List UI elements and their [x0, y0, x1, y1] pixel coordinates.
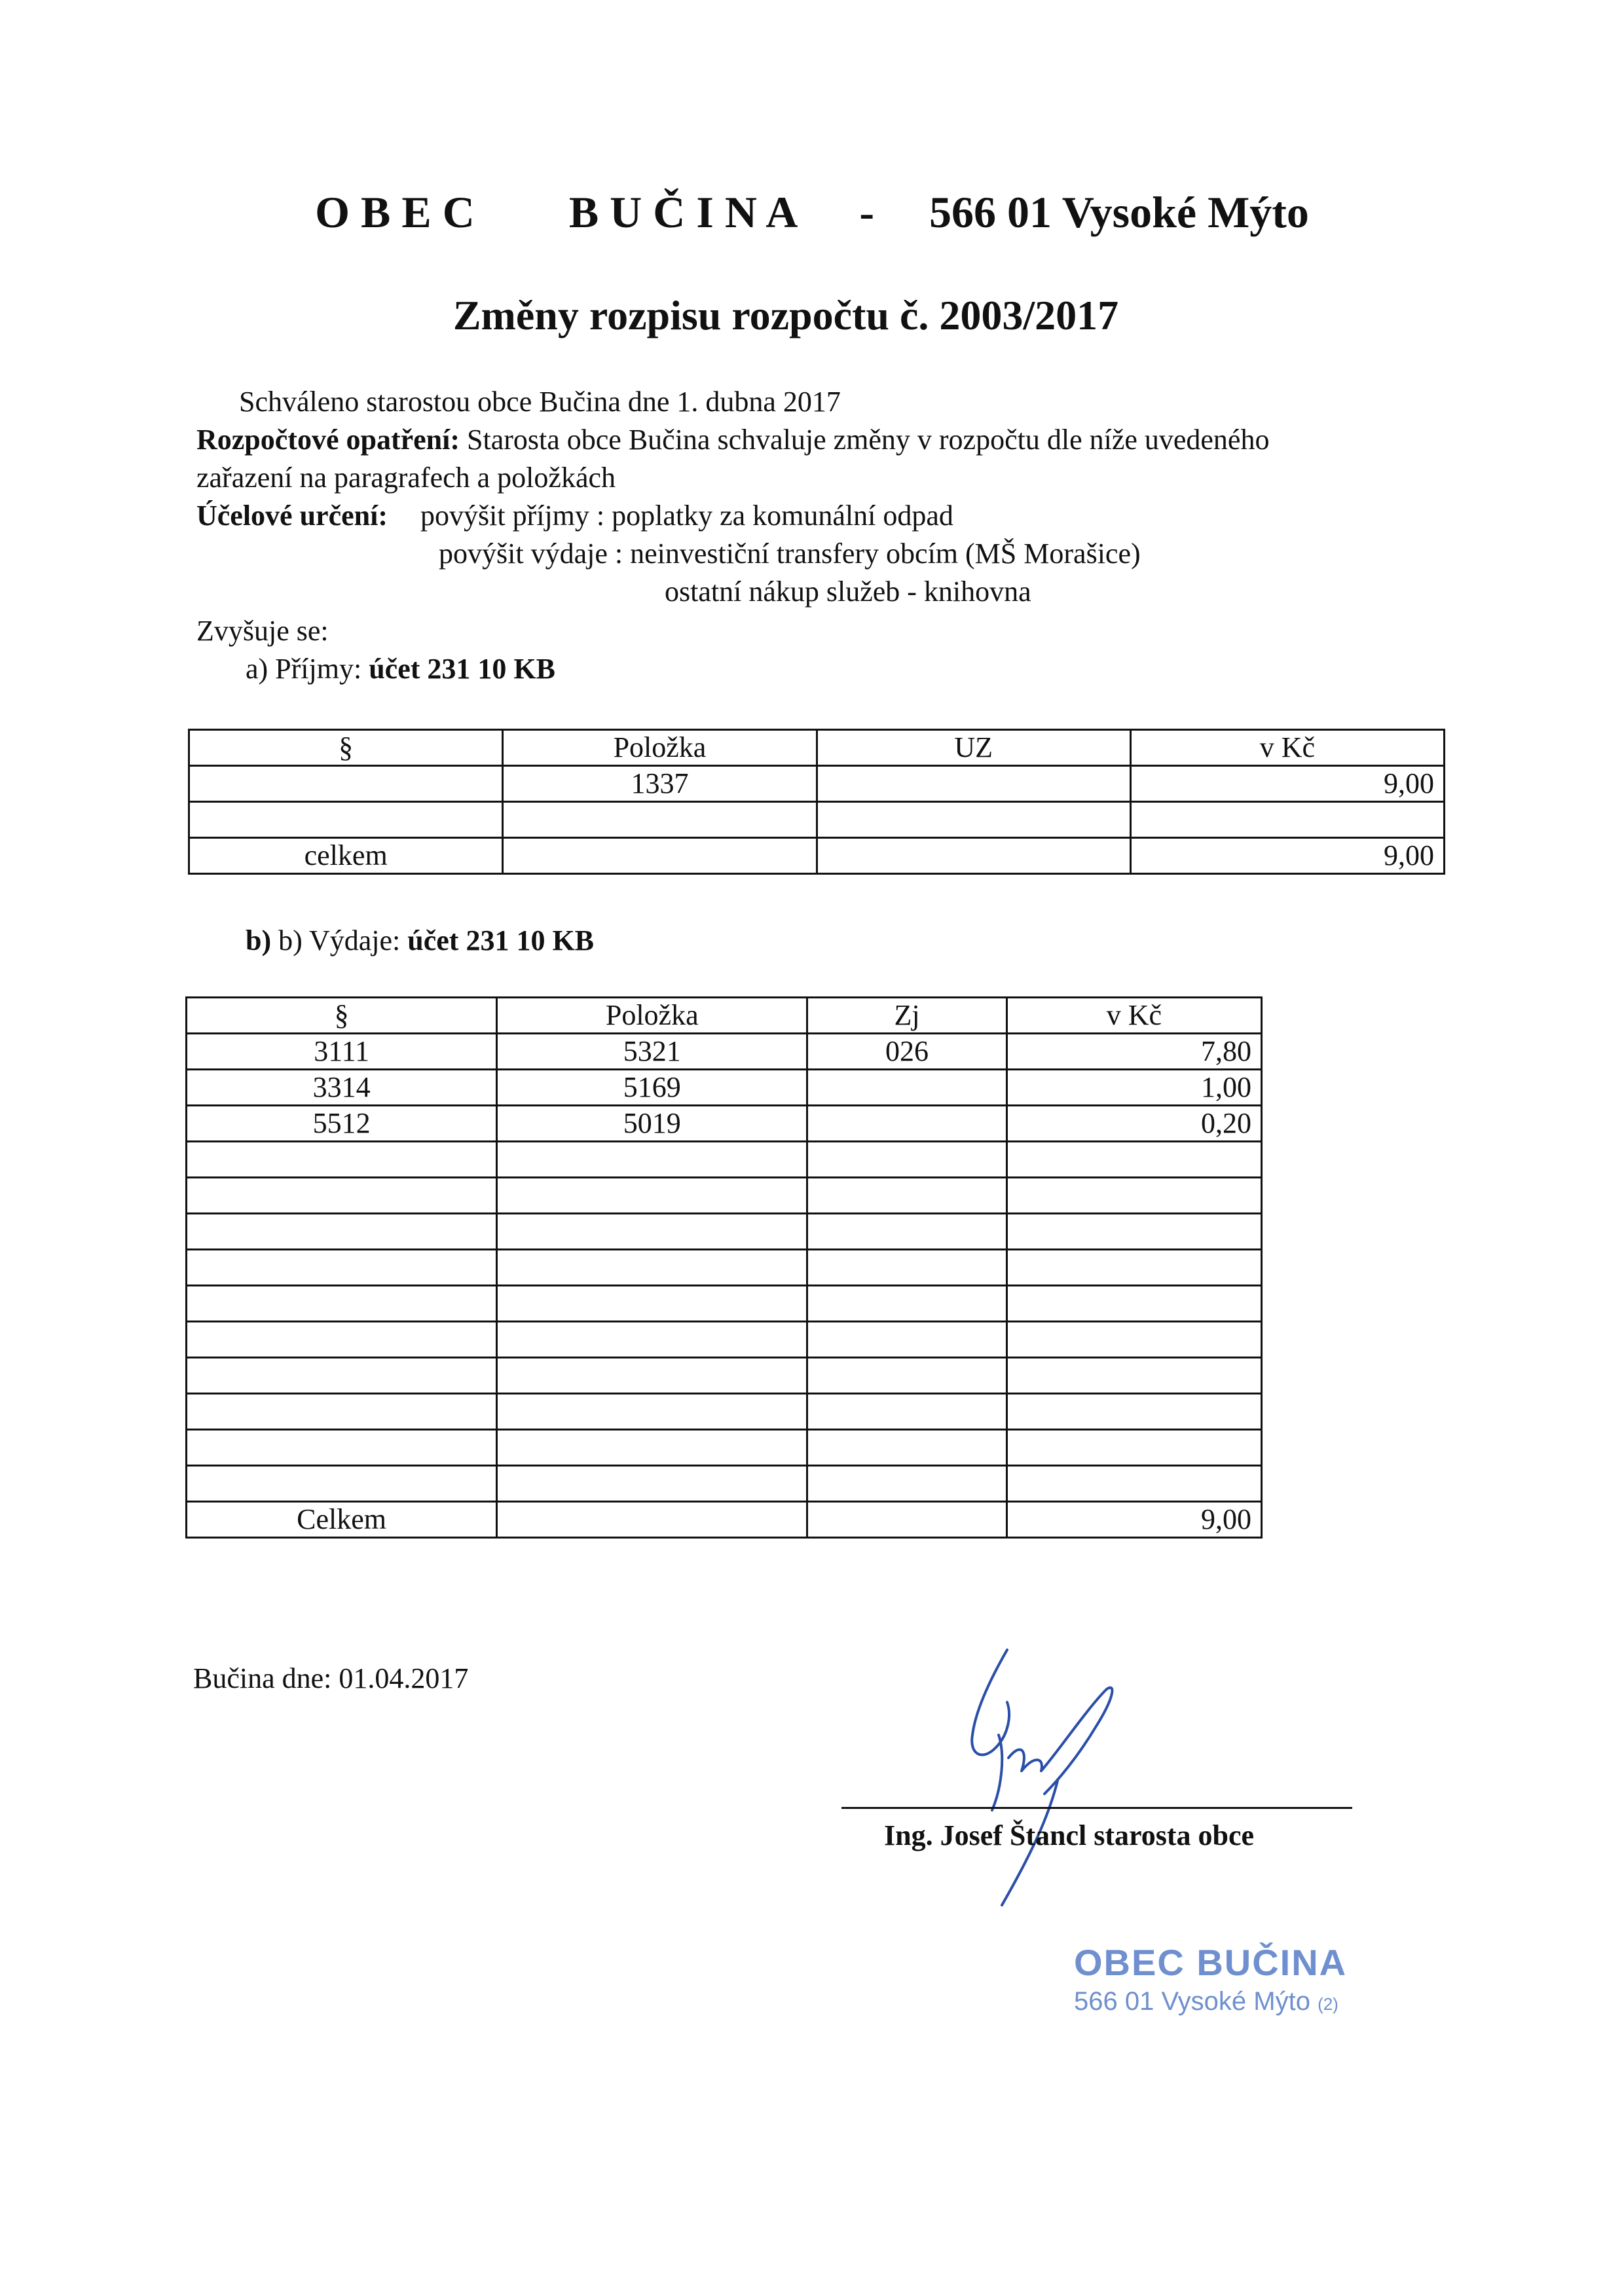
table-cell: 9,00: [1006, 1502, 1261, 1538]
table-cell: [187, 1322, 497, 1358]
table-cell: Položka: [503, 730, 817, 766]
income-account: účet 231 10 KB: [369, 653, 555, 685]
purpose-label: Účelové určení:: [196, 500, 388, 532]
table-cell: [497, 1358, 807, 1394]
table-cell: [807, 1142, 1006, 1178]
header-address: 566 01 Vysoké Mýto: [929, 187, 1309, 237]
table-row: [187, 1322, 1262, 1358]
table-cell: [1006, 1394, 1261, 1430]
table-cell: [807, 1358, 1006, 1394]
table-row: [187, 1214, 1262, 1250]
increase-label: Zvyšuje se:: [196, 615, 329, 647]
table-cell: 5169: [497, 1070, 807, 1106]
table-row: [187, 1034, 1262, 1070]
table-cell: 3111: [187, 1034, 497, 1070]
table-cell: [187, 1142, 497, 1178]
table-cell: [187, 1466, 497, 1502]
table-cell: 9,00: [1130, 838, 1444, 874]
table-cell: 3314: [187, 1070, 497, 1106]
table-cell: 7,80: [1006, 1034, 1261, 1070]
table-cell: [187, 1430, 497, 1466]
table-cell: [187, 1250, 497, 1286]
table-cell: [817, 838, 1130, 874]
expense-table: [185, 996, 1263, 1539]
table-cell: [187, 1394, 497, 1430]
table-cell: [1006, 1250, 1261, 1286]
expense-label-b: b): [246, 924, 272, 957]
table-cell: [1130, 802, 1444, 838]
table-cell: [1006, 1286, 1261, 1322]
table-cell: [503, 838, 817, 874]
table-cell: [1006, 1358, 1261, 1394]
table-cell: [189, 802, 503, 838]
table-row: [189, 802, 1445, 838]
header-municipality: O B E C: [315, 187, 475, 237]
table-cell: [807, 1214, 1006, 1250]
table-cell: 5512: [187, 1106, 497, 1142]
table-cell: [187, 1214, 497, 1250]
table-cell: [807, 1466, 1006, 1502]
document-title: Změny rozpisu rozpočtu č. 2003/2017: [452, 292, 1119, 338]
table-cell: [817, 802, 1130, 838]
signatory-name: Ing. Josef Štancl starosta obce: [884, 1819, 1255, 1851]
purpose-expense: povýšit výdaje : neinvestiční transfery obcím (MŠ Morašice): [439, 538, 1141, 570]
expense-label: b) Výdaje:: [278, 924, 401, 957]
stamp-address-text: 566 01 Vysoké Mýto: [1074, 1987, 1310, 2016]
table-row: [187, 1394, 1262, 1430]
table-row: [187, 1106, 1262, 1142]
header-dash: -: [859, 187, 874, 237]
purpose-income: povýšit příjmy : poplatky za komunální odpad: [420, 500, 953, 532]
table-cell: [1006, 1142, 1261, 1178]
table-row: [187, 1286, 1262, 1322]
table-cell: [187, 1178, 497, 1214]
table-cell: [807, 1394, 1006, 1430]
table-row: [187, 1178, 1262, 1214]
table-cell: [187, 1286, 497, 1322]
table-cell: 5321: [497, 1034, 807, 1070]
table-cell: [807, 1430, 1006, 1466]
table-cell: 0,20: [1006, 1106, 1261, 1142]
signature-line: [841, 1807, 1352, 1809]
measure-line: [196, 421, 1269, 459]
table-cell: Zj: [807, 998, 1006, 1034]
table-cell: [807, 1178, 1006, 1214]
table-cell: [497, 1142, 807, 1178]
measure-text-continued: zařazení na paragrafech a položkách: [196, 462, 616, 494]
table-cell: [497, 1214, 807, 1250]
table-cell: [497, 1430, 807, 1466]
table-cell: [497, 1322, 807, 1358]
header-row: [187, 998, 1262, 1034]
table-cell: celkem: [189, 838, 503, 874]
table-row: [187, 1466, 1262, 1502]
stamp-number: (2): [1318, 1994, 1338, 2014]
table-cell: [1006, 1466, 1261, 1502]
table-cell: [1006, 1214, 1261, 1250]
table-cell: §: [189, 730, 503, 766]
table-cell: [807, 1286, 1006, 1322]
expense-account: účet 231 10 KB: [407, 924, 595, 957]
measure-text: Starosta obce Bučina schvaluje změny v rozpočtu dle níže uvedeného: [467, 424, 1270, 456]
table-cell: [1006, 1178, 1261, 1214]
table-cell: [497, 1466, 807, 1502]
total-row: [187, 1502, 1262, 1538]
table-cell: [807, 1250, 1006, 1286]
income-label: a) Příjmy:: [246, 653, 362, 685]
measure-label: Rozpočtové opatření:: [196, 424, 460, 456]
table-cell: Položka: [497, 998, 807, 1034]
table-row: [187, 1250, 1262, 1286]
signature: [930, 1637, 1166, 1912]
income-heading: [246, 650, 555, 688]
table-cell: [1006, 1322, 1261, 1358]
table-row: [187, 1430, 1262, 1466]
table-cell: [497, 1286, 807, 1322]
header-row: [189, 730, 1445, 766]
table-cell: 1,00: [1006, 1070, 1261, 1106]
table-cell: [189, 766, 503, 802]
table-cell: [807, 1502, 1006, 1538]
table-cell: v Kč: [1006, 998, 1261, 1034]
place-date: Bučina dne: 01.04.2017: [193, 1662, 469, 1694]
table-cell: [503, 802, 817, 838]
table-cell: 026: [807, 1034, 1006, 1070]
table-row: [187, 1358, 1262, 1394]
table-cell: [807, 1322, 1006, 1358]
total-row: [189, 838, 1445, 874]
table-cell: v Kč: [1130, 730, 1444, 766]
table-cell: Celkem: [187, 1502, 497, 1538]
table-cell: [807, 1070, 1006, 1106]
table-row: [187, 1142, 1262, 1178]
table-cell: [187, 1358, 497, 1394]
expense-heading: [246, 922, 594, 960]
table-row: [187, 1070, 1262, 1106]
header-name: B U Č I N A: [568, 187, 798, 237]
table-cell: [1006, 1430, 1261, 1466]
document-header: [0, 187, 1624, 238]
approval-line: Schváleno starostou obce Bučina dne 1. dubna 2017: [239, 386, 841, 418]
income-table: [188, 729, 1445, 875]
table-cell: §: [187, 998, 497, 1034]
table-cell: [807, 1106, 1006, 1142]
table-cell: 1337: [503, 766, 817, 802]
stamp-address: [1074, 1987, 1338, 2016]
table-cell: [497, 1502, 807, 1538]
table-cell: [497, 1250, 807, 1286]
purpose-services: ostatní nákup služeb - knihovna: [665, 575, 1031, 608]
table-cell: 5019: [497, 1106, 807, 1142]
table-cell: [497, 1394, 807, 1430]
stamp-title: OBEC BUČINA: [1074, 1942, 1348, 1983]
table-cell: [497, 1178, 807, 1214]
table-cell: [817, 766, 1130, 802]
table-cell: 9,00: [1130, 766, 1444, 802]
table-row: [189, 766, 1445, 802]
table-cell: UZ: [817, 730, 1130, 766]
purpose-line: [196, 497, 953, 535]
